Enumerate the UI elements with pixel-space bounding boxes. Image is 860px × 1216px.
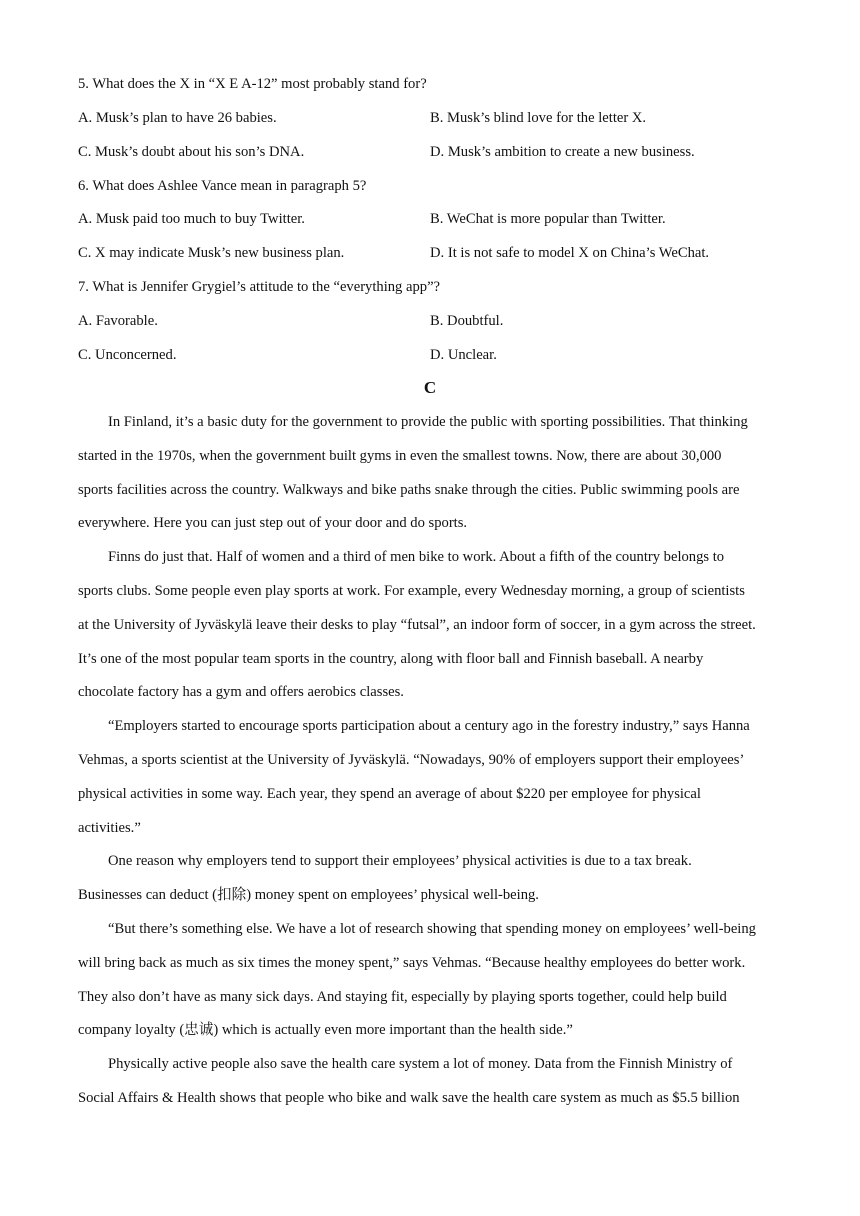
passage-line: started in the 1970s, when the government built gyms in even the smallest towns. Now, there are about 30,000	[78, 448, 722, 464]
question-5-option-b: B. Musk’s blind love for the letter X.	[430, 110, 647, 126]
passage-line: Physically active people also save the health care system a lot of money. Data from the Finnish Ministry of	[108, 1056, 733, 1072]
passage-line: “Employers started to encourage sports participation about a century ago in the forestry industry,” says Hanna	[108, 718, 750, 734]
question-7-option-b: B. Doubtful.	[430, 313, 504, 329]
passage-line: They also don’t have as many sick days. And staying fit, especially by playing sports together, could help build	[78, 989, 727, 1005]
passage-line: physical activities in some way. Each year, they spend an average of about $220 per employee for physical	[78, 786, 701, 802]
question-5-stem: 5. What does the X in “X E A-12” most probably stand for?	[78, 76, 427, 92]
question-6-option-b: B. WeChat is more popular than Twitter.	[430, 211, 666, 227]
passage-line: One reason why employers tend to support their employees’ physical activities is due to a tax break.	[108, 853, 692, 869]
question-7-option-d: D. Unclear.	[430, 347, 497, 363]
passage-line: In Finland, it’s a basic duty for the government to provide the public with sporting possibilities. That thinking	[108, 414, 748, 430]
question-6-option-c: C. X may indicate Musk’s new business plan.	[78, 245, 345, 261]
question-7-stem: 7. What is Jennifer Grygiel’s attitude to the “everything app”?	[78, 279, 441, 295]
passage-line: “But there’s something else. We have a lot of research showing that spending money on employees’ well-being	[108, 921, 756, 937]
question-5-option-d: D. Musk’s ambition to create a new business.	[430, 144, 695, 160]
question-6-option-d: D. It is not safe to model X on China’s WeChat.	[430, 245, 710, 261]
passage-line: everywhere. Here you can just step out of your door and do sports.	[78, 515, 468, 531]
passage-line: Social Affairs & Health shows that people who bike and walk save the health care system as much as $5.5 billion	[78, 1090, 740, 1106]
section-title: C	[423, 378, 437, 397]
passage-line: sports clubs. Some people even play sports at work. For example, every Wednesday morning, a group of scientists	[78, 583, 745, 599]
question-5-option-c: C. Musk’s doubt about his son’s DNA.	[78, 144, 305, 160]
question-6-option-a: A. Musk paid too much to buy Twitter.	[78, 211, 305, 227]
passage-line: chocolate factory has a gym and offers aerobics classes.	[78, 684, 404, 700]
passage-line: activities.”	[78, 820, 141, 836]
passage-line: company loyalty (忠诚) which is actually even more important than the health side.”	[78, 1022, 573, 1038]
passage-line: Finns do just that. Half of women and a third of men bike to work. About a fifth of the country belongs to	[108, 549, 725, 565]
question-7-option-a: A. Favorable.	[78, 313, 158, 329]
passage-line: will bring back as much as six times the money spent,” says Vehmas. “Because healthy employees do better work.	[78, 955, 746, 971]
passage-line: sports facilities across the country. Walkways and bike paths snake through the cities. Public swimming pools are	[78, 482, 740, 498]
passage-line: at the University of Jyväskylä leave their desks to play “futsal”, an indoor form of soccer, in a gym across the street.	[78, 617, 756, 633]
passage-line: Vehmas, a sports scientist at the University of Jyväskylä. “Nowadays, 90% of employers support their employees’	[78, 752, 745, 768]
question-5-option-a: A. Musk’s plan to have 26 babies.	[78, 110, 277, 126]
passage-line: Businesses can deduct (扣除) money spent on employees’ physical well-being.	[78, 887, 539, 903]
question-6-stem: 6. What does Ashlee Vance mean in paragraph 5?	[78, 178, 367, 194]
question-7-option-c: C. Unconcerned.	[78, 347, 177, 363]
passage-line: It’s one of the most popular team sports in the country, along with floor ball and Finnish baseball. A nearby	[78, 651, 704, 667]
